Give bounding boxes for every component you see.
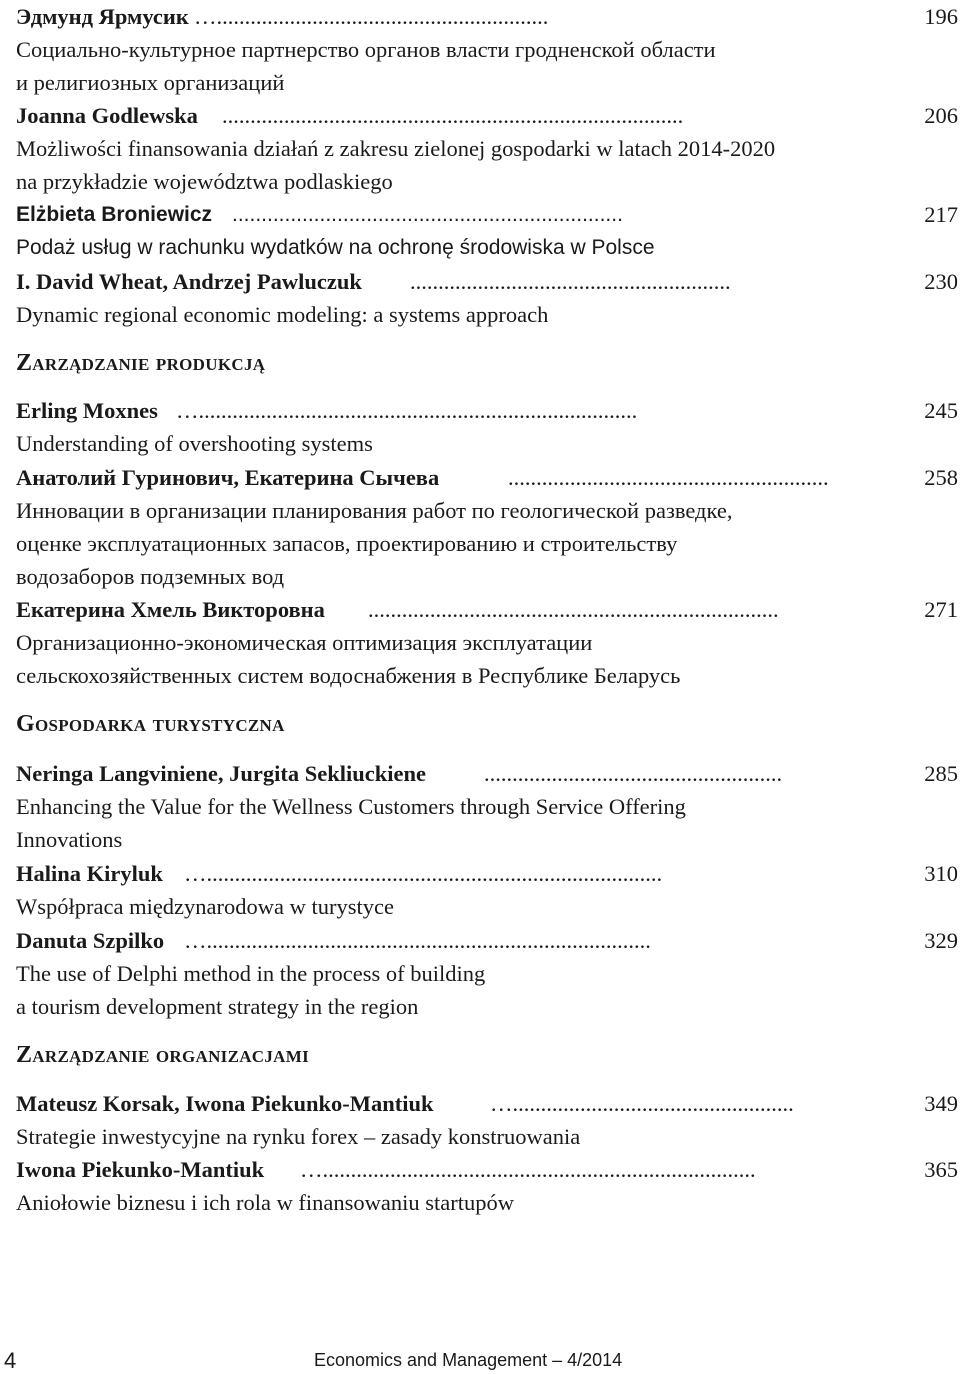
entry-page: 349 bbox=[924, 1091, 958, 1116]
leader-dots: .................................................................................. bbox=[222, 103, 684, 128]
section-heading-label: Gospodarka turystyczna bbox=[16, 711, 285, 737]
entry-title-line: Strategie inwestycyjne na rynku forex – zasady konstruowania bbox=[16, 1124, 581, 1149]
entry-title-line: и религиозных организаций bbox=[16, 70, 285, 95]
entry-page: 365 bbox=[924, 1157, 958, 1182]
entry-page: 329 bbox=[924, 928, 958, 953]
entry-title-line: Współpraca międzynarodowa w turystyce bbox=[16, 894, 394, 919]
section-heading bbox=[16, 1038, 960, 1072]
section-heading bbox=[16, 346, 960, 380]
leader-dots: …............................................................................... bbox=[184, 928, 651, 953]
toc-entry bbox=[16, 1087, 960, 1153]
entry-author: I. David Wheat, Andrzej Pawluczuk bbox=[16, 269, 362, 294]
entry-title-line: a tourism development strategy in the region bbox=[16, 994, 419, 1019]
leader-dots: ......................................................................... bbox=[368, 597, 779, 622]
entry-page: 230 bbox=[924, 269, 958, 294]
leader-dots: ….............................................................................. bbox=[176, 398, 638, 423]
toc-entry bbox=[16, 198, 960, 264]
entry-page: 217 bbox=[924, 202, 958, 227]
section-heading-label: Zarządzanie produkcją bbox=[16, 350, 266, 376]
section-heading-label: Zarządzanie organizacjami bbox=[16, 1042, 310, 1068]
footer-page-number: 4 bbox=[4, 1348, 17, 1373]
toc-entry bbox=[16, 394, 960, 460]
entry-page: 310 bbox=[924, 861, 958, 886]
entry-title-line: na przykładzie województwa podlaskiego bbox=[16, 169, 393, 194]
entry-page: 245 bbox=[924, 398, 958, 423]
leader-dots: ......................................................... bbox=[410, 269, 731, 294]
toc-entry bbox=[16, 461, 960, 593]
leader-dots: ................................................................... bbox=[232, 203, 623, 226]
entry-page: 206 bbox=[924, 103, 958, 128]
entry-title-line: Dynamic regional economic modeling: a systems approach bbox=[16, 302, 549, 327]
entry-title-line: водозаборов подземных вод bbox=[16, 564, 285, 589]
entry-title-line: сельскохозяйственных систем водоснабжения в Республике Беларусь bbox=[16, 663, 681, 688]
footer-journal: Economics and Management – 4/2014 bbox=[314, 1350, 623, 1370]
toc-entry bbox=[16, 265, 960, 331]
entry-author: Danuta Szpilko bbox=[16, 928, 165, 953]
toc-entry bbox=[16, 924, 960, 1023]
entry-author: Neringa Langviniene, Jurgita Sekliuckiene bbox=[16, 761, 427, 786]
entry-title-line: Innovations bbox=[16, 827, 123, 852]
leader-dots: ......................................................... bbox=[508, 465, 829, 490]
leader-dots: ..................................................... bbox=[484, 761, 783, 786]
entry-author: Эдмунд Ярмусик bbox=[16, 4, 189, 29]
entry-title-line: Инновации в организации планирования работ по геологической разведке, bbox=[16, 498, 733, 523]
entry-author: Анатолий Гуринович, Екатерина Сычева bbox=[16, 465, 440, 490]
leader-dots: …........................................................... bbox=[194, 4, 549, 29]
toc-entry bbox=[16, 757, 960, 856]
entry-title-line: Социально-культурное партнерство органов власти гродненской области bbox=[16, 37, 716, 62]
toc-entry bbox=[16, 593, 960, 692]
entry-page: 196 bbox=[924, 4, 958, 29]
leader-dots: …............................................................................. bbox=[300, 1157, 756, 1182]
entry-title-line: Understanding of overshooting systems bbox=[16, 431, 373, 456]
entry-page: 285 bbox=[924, 761, 958, 786]
section-heading bbox=[16, 707, 960, 741]
entry-title-line: The use of Delphi method in the process of building bbox=[16, 961, 486, 986]
entry-author: Elżbieta Broniewicz bbox=[16, 203, 213, 226]
leader-dots: …................................................................................. bbox=[184, 861, 663, 886]
entry-title-line: Организационно-экономическая оптимизация эксплуатации bbox=[16, 630, 593, 655]
entry-author: Erling Moxnes bbox=[16, 398, 158, 423]
toc-entry bbox=[16, 0, 960, 99]
entry-author: Екатерина Хмель Викторовна bbox=[16, 597, 325, 622]
entry-author: Halina Kiryluk bbox=[16, 861, 163, 886]
entry-author: Mateusz Korsak, Iwona Piekunko-Mantiuk bbox=[16, 1091, 434, 1116]
entry-page: 271 bbox=[924, 597, 958, 622]
entry-title-line: Podaż usług w rachunku wydatków na ochronę środowiska w Polsce bbox=[16, 236, 655, 259]
entry-author: Iwona Piekunko-Mantiuk bbox=[16, 1157, 265, 1182]
entry-title-line: Aniołowie biznesu i ich rola w finansowaniu startupów bbox=[16, 1190, 515, 1215]
toc-entry bbox=[16, 1153, 960, 1219]
entry-author: Joanna Godlewska bbox=[16, 103, 198, 128]
entry-title-line: Możliwości finansowania działań z zakresu zielonej gospodarki w latach 2014-2020 bbox=[16, 136, 776, 161]
entry-page: 258 bbox=[924, 465, 958, 490]
leader-dots: ….................................................. bbox=[490, 1091, 794, 1116]
entry-title-line: Enhancing the Value for the Wellness Customers through Service Offering bbox=[16, 794, 686, 819]
entry-title-line: оценке эксплуатационных запасов, проектированию и строительству bbox=[16, 531, 678, 556]
toc-entry bbox=[16, 99, 960, 198]
toc-entry bbox=[16, 857, 960, 923]
